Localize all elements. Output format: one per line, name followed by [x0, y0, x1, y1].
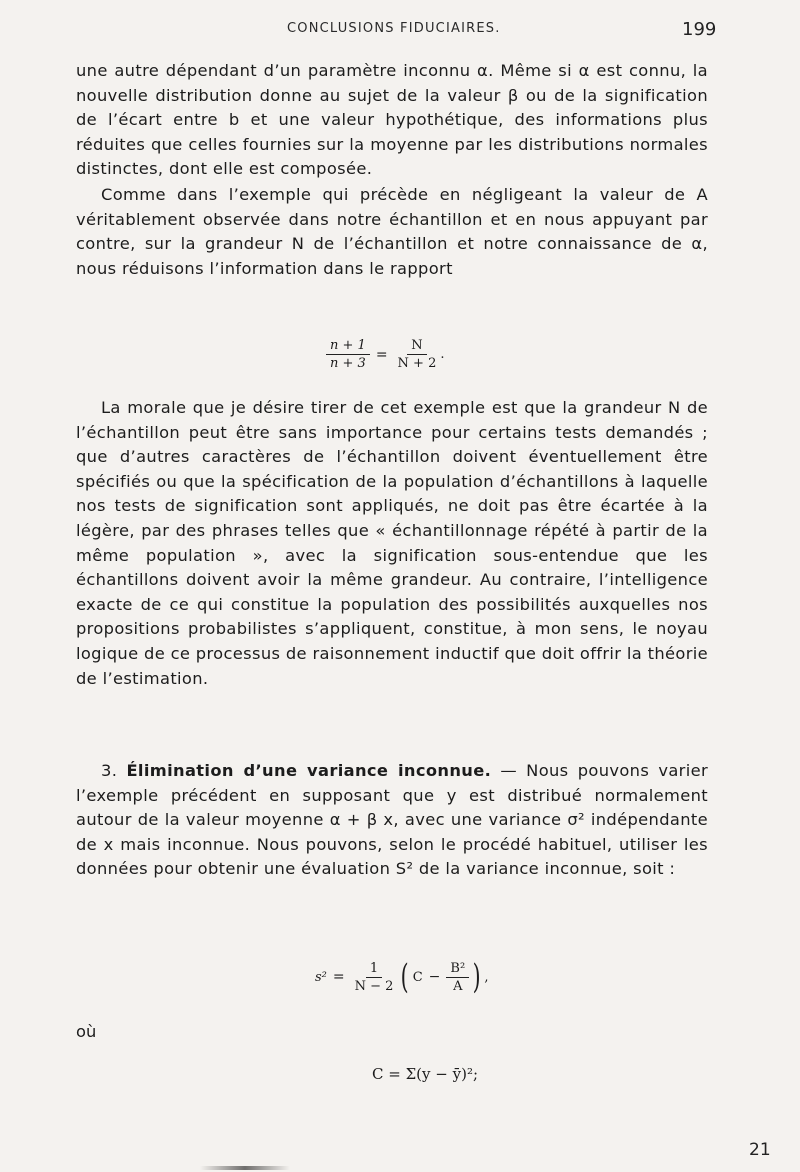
fraction-right-denominator: N + 2: [397, 356, 437, 371]
page-number: 199: [682, 19, 717, 40]
paragraph-4: [76, 759, 708, 882]
s2-equals: =: [332, 969, 345, 985]
fraction-left-numerator: n + 1: [326, 338, 370, 355]
fraction-right-numerator: N: [407, 338, 426, 355]
paragraph-2-text: Comme dans l’exemple qui précède en négligeant la valeur de A véritablement observée dans notre échantillon et en nous appuyant par contre, sur la grandeur N de l’échantillon et notre connaissance de α, nous réduisons l’information dans le rapport: [76, 185, 708, 278]
equals-sign: =: [375, 346, 388, 363]
fraction-left: [326, 338, 370, 371]
s2-fraction-denominator: N − 2: [354, 978, 394, 994]
running-title: CONCLUSIONS FIDUCIAIRES.: [287, 21, 501, 36]
equation-ratio: [326, 338, 445, 371]
equation-end-punct: .: [440, 347, 445, 362]
running-head: [0, 19, 800, 43]
paragraph-1: [76, 59, 708, 182]
s2-term-c: C: [412, 969, 423, 985]
s2-lhs: s²: [315, 969, 327, 985]
paragraph-4-text: [76, 759, 708, 882]
left-paren-glyph: (: [401, 957, 410, 997]
s2-inner-numerator: B²: [446, 961, 469, 978]
s2-fraction: [351, 961, 398, 994]
s2-minus: −: [428, 969, 441, 985]
paragraph-3-text: La morale que je désire tirer de cet exemple est que la grandeur N de l’échantillon peut être sans importance pour certains tests demandés ; que d’autres caractères de l’échantillon doivent éventuellement être spécifiés ou que la spécification de la population d’échantillons à laquelle nos tests de signification sont appliqués, ne doit pas être écartée à la légère, par des phrases telles que « échantillonnage répété à partir de la même population », avec la signification sous-entendue que les échantillons doivent avoir la même grandeur. Au contraire, l’intelligence exacte de ce qui constitue la population des possibilités auxquelles nos propositions probabilistes s’appliquent, constitue, à mon sens, le noyau logique de ce processus de raisonnement inductif que doit offrir la théorie de l’estimation.: [76, 398, 708, 688]
s2-inner-denominator: A: [453, 978, 463, 994]
right-paren-glyph: ): [472, 957, 481, 997]
paragraph-4-body: — Nous pouvons varier l’exemple précédent en supposant que y est distribué normalement autour de la valeur moyenne α + β x, avec une variance σ² indépendante de x mais inconnue. Nous pouvons, selon le procédé habituel, utiliser les données pour obtenir une évaluation S² de la variance inconnue, soit :: [76, 761, 709, 879]
fraction-left-denominator: n + 3: [330, 356, 366, 371]
fraction-right: [394, 338, 441, 371]
section-title: Élimination d’une variance inconnue.: [126, 761, 492, 780]
scan-edge-shadow: [200, 1166, 290, 1170]
s2-inner-fraction: [446, 961, 469, 994]
paragraph-2: [76, 183, 708, 281]
section-number: 3.: [101, 761, 118, 780]
s2-end-punct: ,: [484, 969, 489, 985]
s2-parenthesized: [397, 957, 484, 997]
equation-s2: [315, 957, 489, 997]
label-ou: où: [76, 1022, 97, 1041]
folio-number: 21: [749, 1140, 771, 1160]
s2-fraction-numerator: 1: [366, 961, 382, 978]
equation-c-definition: C = Σ(y − ȳ)²;: [372, 1065, 479, 1083]
paragraph-1-text: une autre dépendant d’un paramètre inconnu α. Même si α est connu, la nouvelle distribution donne au sujet de la valeur β ou de la signification de l’écart entre b et une valeur hypothétique, des informations plus réduites que celles fournies sur la moyenne par les distributions normales distinctes, dont elle est composée.: [76, 61, 708, 179]
paragraph-3: [76, 396, 708, 691]
